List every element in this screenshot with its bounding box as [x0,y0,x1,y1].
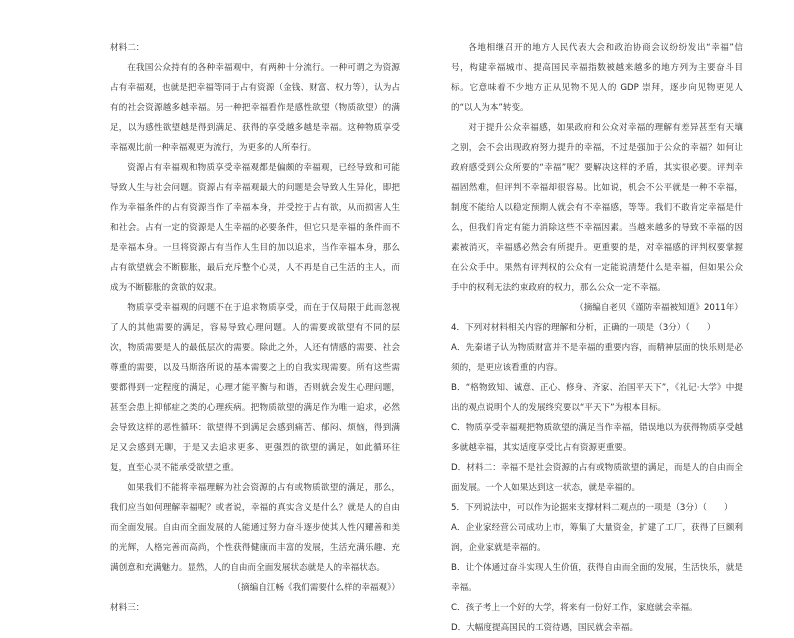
question-4-option-c: C．物质享受幸福观把物质欲望的满足当作幸福，错误地以为获得物质享受越多就越幸福，其实适度享受比占有资源更重要。 [451,423,743,453]
paragraph: 资源占有幸福观和物质享受幸福观都是偏颇的幸福观，已经导致和可能导致人生与社会问题。资源占有幸福观最大的问题是会导致人生异化，即把作为幸福条件的占有资源当作了幸福本身，并受控于占有欲，从而损害人生和社会。占有一定的资源是人生幸福的必要条件，但它只是幸福的条件而不是幸福本身。一旦将资源占有当作人生目的加以追求，当作幸福本身，那么占有欲望就会不断膨胀，最后充斥整个心灵，人不再是自己生活的主人，而成为不断膨胀的贪欲的奴隶。 [110,163,400,293]
paragraph: 对于提升公众幸福感，如果政府和公众对幸福的理解有差异甚至有天壤之别，会不会出现政府努力提升的幸福，不过是强加于公众的幸福？如何让政府感受到公众所要的“幸福”呢？要解决这样的矛盾，其实很必要。评判幸福固然难，但评判不幸福却很容易。比如说，机会不公平就是一种不幸福，制度不能给人以稳定预期人就会有不幸福感，等等。我们不敢肯定幸福是什么，但我们肯定有能力消除这些不幸福因素。当越来越多的导致不幸福的因素被消灭，幸福感必然会有所提升。更重要的是，对幸福感的评判权要掌握在公众手中。果然有评判权的公众有一定能说清楚什么是幸福，但如果公众手中的权利无法约束政府的权力，那么公众一定不幸福。 [451,123,743,293]
question-5-option-a: A．企业家经营公司成功上市，筹集了大量资金，扩建了工厂，获得了巨额利润，企业家就是幸福的。 [451,523,743,553]
source-citation: （摘编自江畅《我们需要什么样的幸福观》） [232,583,400,593]
source-citation: （摘编自老贝《谨防幸福被知道》2011年） [575,303,743,313]
right-column [451,38,743,638]
question-4-option-a: A．先秦诸子认为物质财富并不是幸福的重要内容，而精神层面的快乐则是必须的，是更应该看重的内容。 [451,343,743,373]
paragraph: 各地相继召开的地方人民代表大会和政治协商会议纷纷发出“幸福”信号，构建幸福城市、提高国民幸福指数被越来越多的地方列为主要奋斗目标。它意味着不少地方正从见物不见人的 GDP 崇拜，逐步向见物更见人的“以人为本”转变。 [451,43,743,113]
question-4-option-d: D．材料二：幸福不是社会资源的占有或物质欲望的满足，而是人的自由而全面发展。一个人如果达到这一状态，就是幸福的。 [451,463,743,493]
question-5-option-b: B．让个体通过奋斗实现人生价值，获得自由而全面的发展，生活快乐，就是幸福。 [451,563,743,593]
question-4: 4．下列对材料相关内容的理解和分析，正确的一项是（3分）（ ） [451,323,716,333]
material-three-heading: 材料三： [110,603,145,613]
question-5-option-c: C．孩子考上一个好的大学，将来有一份好工作，家庭就会幸福。 [451,603,698,613]
paragraph: 物质享受幸福观的问题不在于追求物质享受，而在于仅局限于此而忽视了人的其他需要的满足，容易导致心理问题。人的需要或欲望有不同的层次，物质需要是人的最低层次的需要。除此之外，人还有情感的需要、社会尊重的需要，以及马斯洛所说的基本需要之上的自我实现需要。所有这些需要都得到一定程度的满足，心理才能平衡与和谐，否则就会发生心理问题，甚至会患上抑郁症之类的心理疾病。把物质欲望的满足作为唯一追求，必然会导致这样的恶性循环：欲望得不到满足会感到痛苦、郁闷、烦恼，得到满足又会感到无聊，于是又去追求更多、更强烈的欲望的满足，如此循环往复，直至心灵不能承受欲望之重。 [110,303,400,473]
question-4-option-b: B．“格物致知、诚意、正心、修身、齐家、治国平天下”，《礼记·大学》中提出的观点说明个人的发展终究要以“平天下”为根本目标。 [451,383,743,413]
question-5: 5．下列说法中，可以作为论据来支撑材料二观点的一项是（3分）（ ） [451,503,733,513]
question-5-option-d: D．大幅度提高国民的工资待遇，国民就会幸福。 [451,623,639,633]
left-column [110,38,400,618]
paragraph: 在我国公众持有的各种幸福观中，有两种十分流行。一种可谓之为资源占有幸福观，也就是把幸福等同于占有资源（金钱、财富、权力等），认为占有的社会资源越多越幸福。另一种把幸福看作是感性欲望（物质欲望）的满足，以为感性欲望越是得到满足、获得的享受越多越是幸福。这种物质享受幸福观比前一种幸福观更为流行，为更多的人所奉行。 [110,63,400,153]
paragraph: 如果我们不能将幸福理解为社会资源的占有或物质欲望的满足，那么，我们应当如何理解幸福呢？或者说，幸福的真实含义是什么？就是人的自由而全面发展。自由而全面发展的人能通过努力奋斗逐步使其人性闪耀善和美的光辉，人格完善而高尚，个性获得健康而丰富的发展，生活充满乐趣、充满创意和充满魅力。显然，人的自由而全面发展状态就是人的幸福状态。 [110,483,400,573]
material-two-heading: 材料二： [110,43,145,53]
